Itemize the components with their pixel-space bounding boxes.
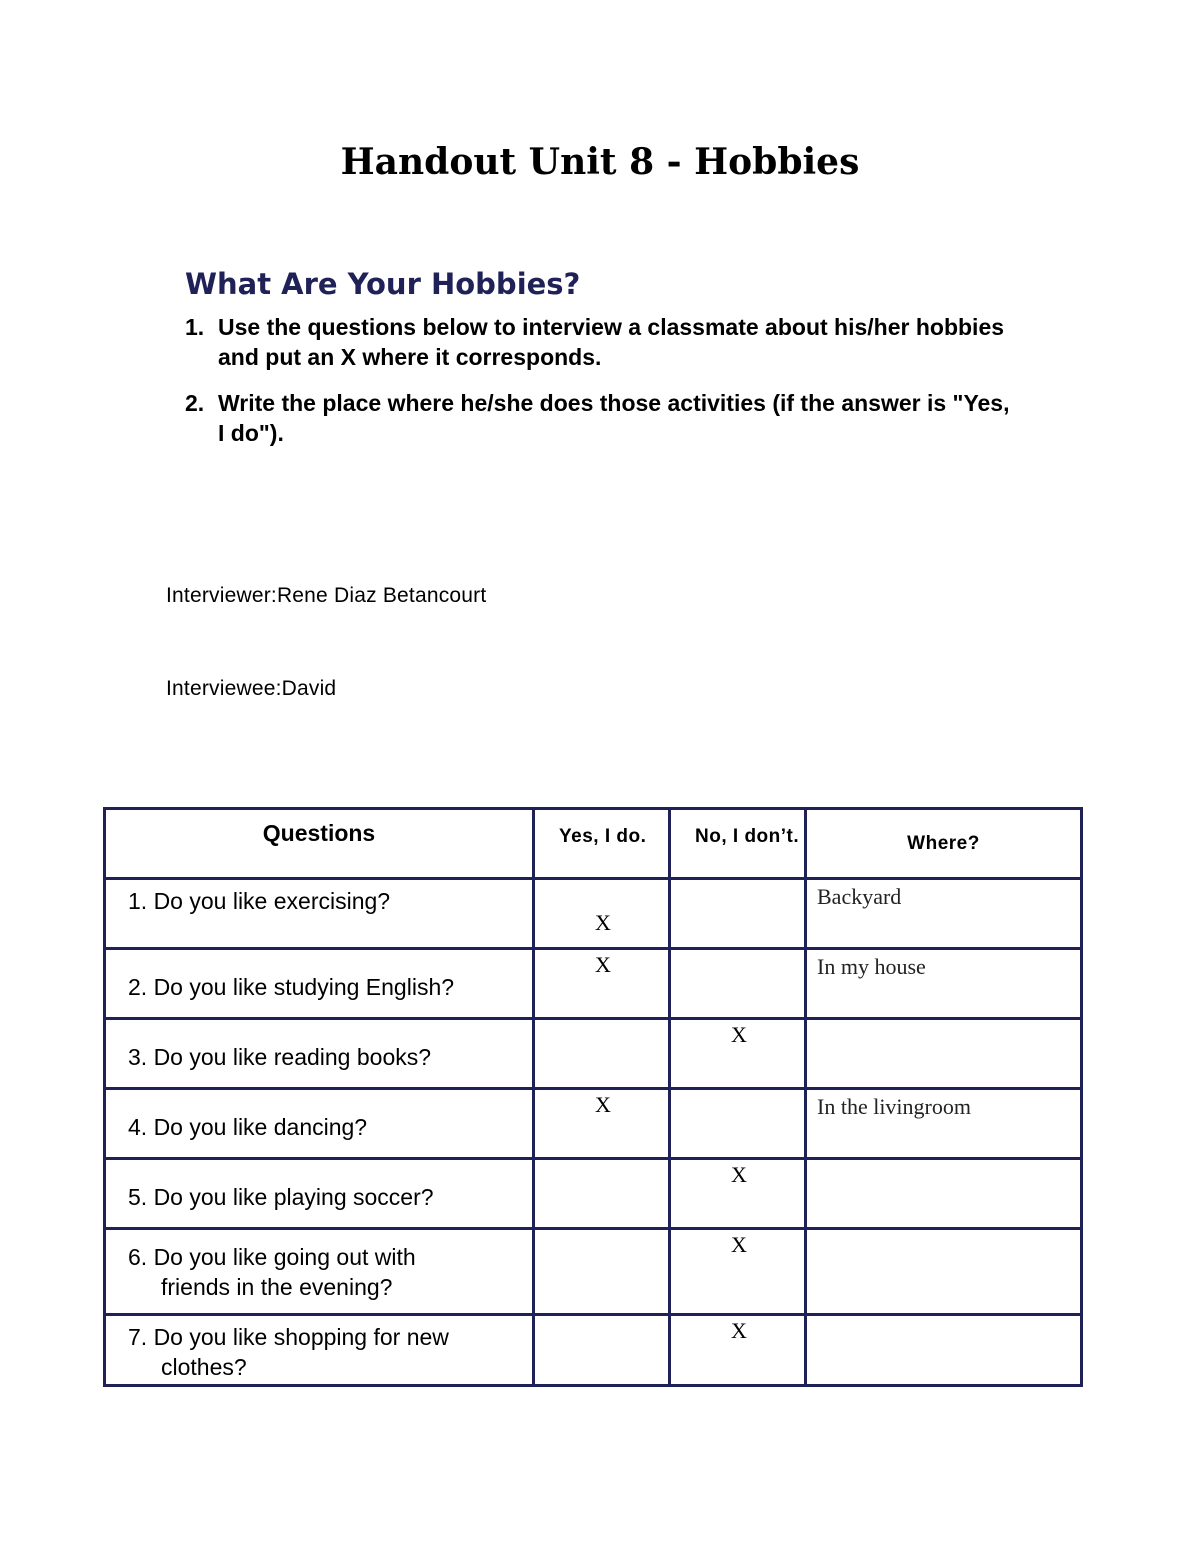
header-questions: Questions: [105, 809, 534, 879]
question-text: [128, 1242, 524, 1302]
question-text: 1. Do you like exercising?: [128, 888, 391, 914]
yes-cell[interactable]: [534, 1089, 670, 1159]
question-text: 5. Do you like playing soccer?: [128, 1184, 434, 1210]
question-cell: [105, 1229, 534, 1315]
table-row: [105, 1159, 1082, 1229]
question-text: 3. Do you like reading books?: [128, 1044, 432, 1070]
no-cell[interactable]: [670, 1159, 806, 1229]
question-cell: [105, 1315, 534, 1386]
no-mark: X: [731, 1162, 747, 1187]
instruction-number: 1.: [185, 314, 205, 340]
table-header-row: [105, 809, 1082, 879]
question-line: clothes?: [161, 1354, 247, 1380]
instruction-item: [185, 312, 1015, 372]
no-mark: X: [731, 1022, 747, 1047]
table-row: [105, 1229, 1082, 1315]
where-cell[interactable]: [806, 1159, 1082, 1229]
table-row: [105, 1315, 1082, 1386]
where-text: Backyard: [817, 884, 902, 909]
where-cell[interactable]: [806, 949, 1082, 1019]
table-row: [105, 879, 1082, 949]
no-cell[interactable]: [670, 949, 806, 1019]
header-where: Where?: [806, 809, 1082, 879]
yes-mark: X: [595, 1092, 611, 1117]
section-heading: What Are Your Hobbies?: [185, 267, 581, 301]
question-cell: [105, 879, 534, 949]
where-cell[interactable]: [806, 1315, 1082, 1386]
header-yes: Yes, I do.: [534, 809, 670, 879]
instructions-list: [185, 312, 1015, 464]
question-cell: [105, 1159, 534, 1229]
question-line: friends in the evening?: [161, 1274, 393, 1300]
yes-cell[interactable]: [534, 949, 670, 1019]
where-text: In the livingroom: [817, 1094, 971, 1119]
instruction-text: Use the questions below to interview a classmate about his/her hobbies and put an X where it corresponds.: [218, 314, 1005, 370]
interviewer-line: Interviewer:Rene Diaz Betancourt: [166, 584, 487, 607]
question-cell: [105, 1019, 534, 1089]
yes-cell[interactable]: [534, 1229, 670, 1315]
table-row: [105, 949, 1082, 1019]
instruction-item: [185, 388, 1015, 448]
yes-cell[interactable]: [534, 1159, 670, 1229]
header-no: No, I don’t.: [670, 809, 806, 879]
question-text: 2. Do you like studying English?: [128, 974, 455, 1000]
question-cell: [105, 1089, 534, 1159]
question-line: 6. Do you like going out with: [128, 1244, 416, 1270]
yes-mark: X: [595, 952, 611, 977]
yes-cell[interactable]: [534, 1315, 670, 1386]
instruction-text: Write the place where he/she does those activities (if the answer is "Yes, I do").: [218, 390, 1010, 446]
yes-cell[interactable]: [534, 879, 670, 949]
table-row: [105, 1089, 1082, 1159]
no-cell[interactable]: [670, 879, 806, 949]
page-title: Handout Unit 8 - Hobbies: [340, 141, 860, 183]
where-cell[interactable]: [806, 879, 1082, 949]
where-cell[interactable]: [806, 1229, 1082, 1315]
yes-cell[interactable]: [534, 1019, 670, 1089]
yes-mark: X: [595, 910, 611, 935]
interviewee-line: Interviewee:David: [166, 677, 337, 700]
hobbies-table: [103, 807, 1083, 1387]
no-mark: X: [731, 1232, 747, 1257]
question-cell: [105, 949, 534, 1019]
no-mark: X: [731, 1318, 747, 1343]
question-text: 4. Do you like dancing?: [128, 1114, 368, 1140]
where-text: In my house: [817, 954, 926, 979]
where-cell[interactable]: [806, 1089, 1082, 1159]
no-cell[interactable]: [670, 1089, 806, 1159]
question-line: 7. Do you like shopping for new: [128, 1324, 449, 1350]
question-text: [128, 1322, 524, 1382]
table-row: [105, 1019, 1082, 1089]
no-cell[interactable]: [670, 1315, 806, 1386]
no-cell[interactable]: [670, 1229, 806, 1315]
no-cell[interactable]: [670, 1019, 806, 1089]
instruction-number: 2.: [185, 390, 205, 416]
where-cell[interactable]: [806, 1019, 1082, 1089]
